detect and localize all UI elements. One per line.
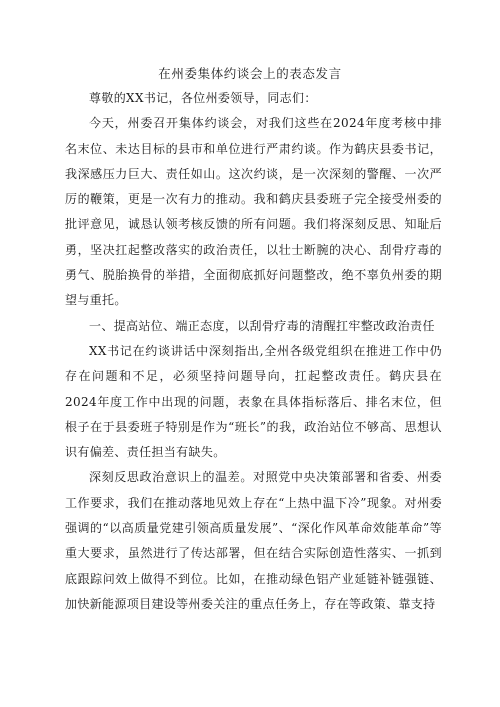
section-heading: 一、提高站位、端正态度，以刮骨疗毒的清醒扛牢整改政治责任: [89, 318, 435, 333]
section-paragraph-2: 深刻反思政治意识上的温差。对照党中央决策部署和省委、州委工作要求，我们在推动落地见效上存在“上热中温下冷”现象。对州委强调的“以高质量党建引领高质量发展”、“深化作风革命效能革命”等重大要求，虽然进行了传达部署，但在结合实际创造性落实、一抓到底跟踪问效上做得不到位。比如，在推动绿色铝产业延链补链强链、加快新能源项目建设等州委关注的重点任务上，存在等政策、靠支持: [65, 470, 442, 611]
intro-paragraph: 今天，州委召开集体约谈会，对我们这些在2024年度考核中排名末位、未达目标的县市和单位进行严肃约谈。作为鹤庆县委书记，我深感压力巨大、责任如山。这次约谈，是一次深刻的警醒、一次严厉的鞭策，更是一次有力的推动。我和鹤庆县委班子完全接受州委的批评意见，诚恳认领考核反馈的所有问题。我们将深刻反思、知耻后勇，坚决扛起整改落实的政治责任，以壮士断腕的决心、刮骨疗毒的勇气、脱胎换骨的举措，全面彻底抓好问题整改，绝不辜负州委的期望与重托。: [65, 116, 442, 308]
salutation: 尊敬的XX书记，各位州委领导，同志们：: [89, 91, 317, 105]
document-body: [65, 86, 442, 617]
section-paragraph-1: XX书记在约谈讲话中深刻指出,全州各级党组织在推进工作中仍存在问题和不足，必须坚持问题导向，扛起整改责任。鹤庆县在2024年度工作中出现的问题，表象在具体指标落后、排名末位，但根子在于县委班子特别是作为“班长”的我，政治站位不够高、思想认识有偏差、责任担当有缺失。: [65, 343, 442, 460]
document-title: 在州委集体约谈会上的表态发言: [158, 66, 342, 81]
